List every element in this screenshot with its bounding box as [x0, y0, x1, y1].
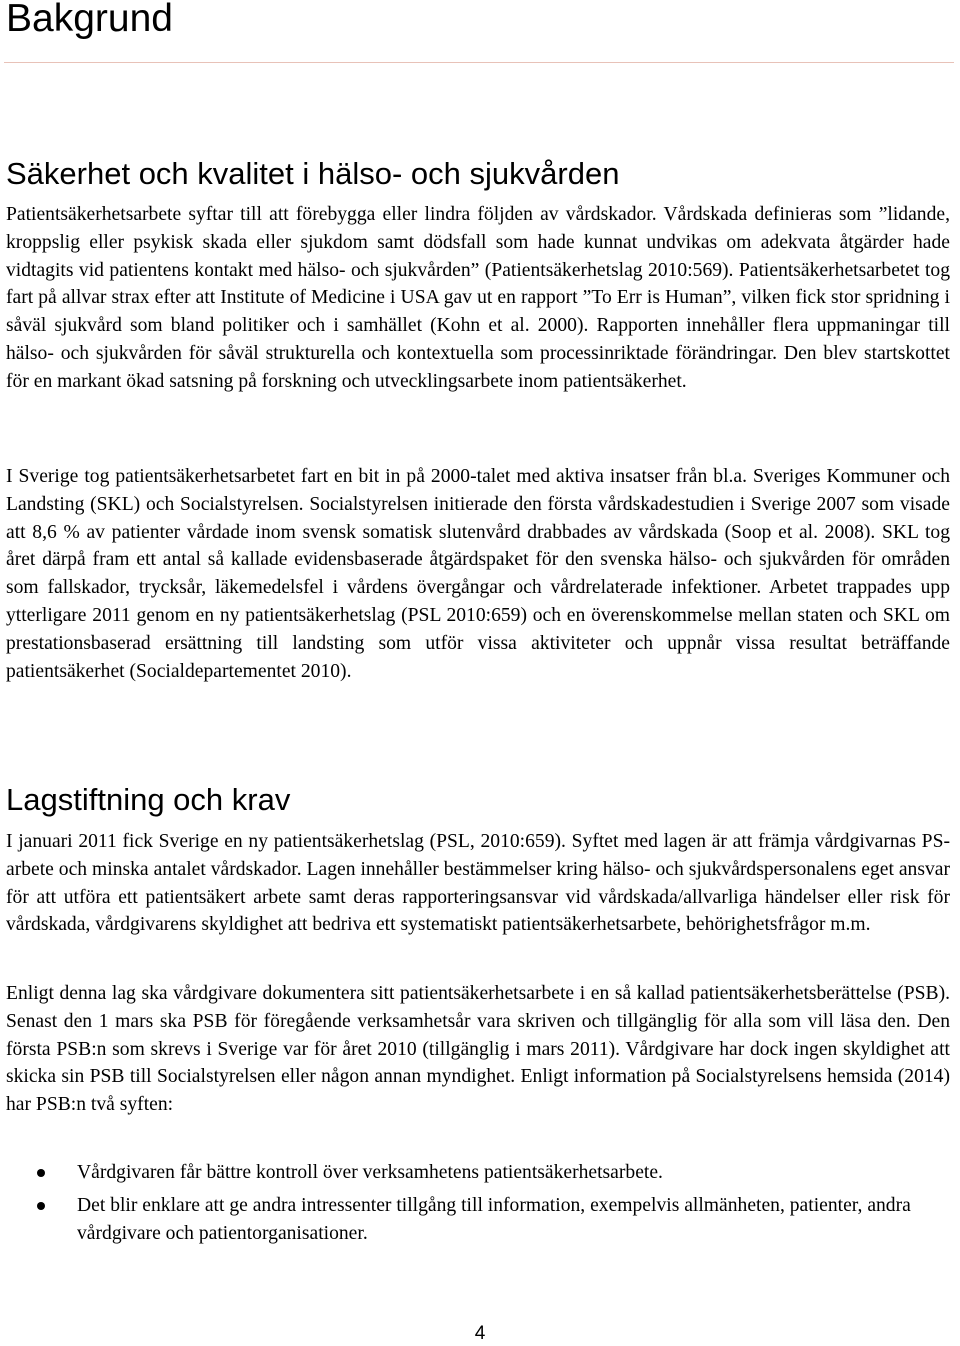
- title-divider: [4, 62, 954, 63]
- bullet-list: [0, 1159, 950, 1252]
- paragraph: Patientsäkerhetsarbete syftar till att förebygga eller lindra följden av vårdskador. Vårdskada definieras som ”lidande, kroppslig eller psykisk skada eller sjukdom samt dödsfall som hade kunnat undvikas om adekvata åtgärder hade vidtagits vid patientens kontakt med hälso- och sjukvården” (Patientsäkerhetslag 2010:569). Patientsäkerhetsarbetet tog fart på allvar strax efter att Institute of Medicine i USA gav ut en rapport ”To Err is Human”, vilken fick stor spridning i såväl sjukvård som bland politiker och i samhället (Kohn et al. 2000). Rapporten innehåller flera uppmaningar till hälso- och sjukvården för såväl strukturella och kontextuella som processinriktade förändringar. Den blev startskottet för en markant ökad satsning på forskning och utvecklingsarbete inom patientsäkerhet.: [6, 204, 950, 392]
- paragraph: Enligt denna lag ska vårdgivare dokumentera sitt patientsäkerhetsarbete i en så kallad patientsäkerhetsberättelse (PSB). Senast den 1 mars ska PSB för föregående verksamhetsår vara skriven och tillgänglig för alla som vill läsa den. Den första PSB:n som skrevs i Sverige var för året 2010 (tillgänglig i mars 2011). Vårdgivare har dock ingen skyldighet att skicka sin PSB till Socialstyrelsen eller någon annan myndighet. Enligt information på Socialstyrelsens hemsida (2014) har PSB:n två syften:: [6, 983, 950, 1116]
- list-item-text: Vårdgivaren får bättre kontroll över verksamhetens patientsäkerhetsarbete.: [77, 1162, 663, 1183]
- list-item-text: Det blir enklare att ge andra intressenter tillgång till information, exempelvis allmänheten, patienter, andra vårdgivare och patientorganisationer.: [77, 1194, 911, 1244]
- section-heading-safety: Säkerhet och kvalitet i hälso- och sjukvården: [6, 156, 620, 191]
- bullet-icon: [37, 1169, 45, 1177]
- page-title: Bakgrund: [6, 0, 173, 40]
- list-item: [0, 1192, 950, 1248]
- paragraph: I Sverige tog patientsäkerhetsarbetet fart en bit in på 2000-talet med aktiva insatser från bl.a. Sveriges Kommuner och Landsting (SKL) och Socialstyrelsen. Socialstyrelsen initierade den första vårdskadestudien i Sverige 2007 som visade att 8,6 % av patienter vårdade inom svensk somatisk slutenvård drabbades av vårdskada (Soop et al. 2008). SKL tog året därpå fram ett antal så kallade evidensbaserade åtgärdspaket för den svenska hälso- och sjukvården för områden som fallskador, trycksår, läkemedelsfel i vårdens övergångar och vårdrelaterade infektioner. Arbetet trappades upp ytterligare 2011 genom en ny patientsäkerhetslag (PSL 2010:659) och en överenskommelse mellan staten och SKL om prestationsbaserad ersättning till landsting som utför vissa aktiviteter och uppnår vissa resultat beträffande patientsäkerhet (Socialdepartementet 2010).: [6, 466, 950, 682]
- list-item: [0, 1159, 950, 1187]
- section-heading-legislation: Lagstiftning och krav: [6, 782, 291, 817]
- page-number: 4: [474, 1323, 486, 1344]
- bullet-icon: [37, 1202, 45, 1210]
- paragraph: I januari 2011 fick Sverige en ny patientsäkerhetslag (PSL, 2010:659). Syftet med lagen är att främja vårdgivarnas PS-arbete och minska antalet vårdskador. Lagen innehåller bestämmelser kring hälso- och sjukvårdspersonalens eget ansvar för att utföra ett patientsäkert arbete samt deras rapporteringsansvar vid vårdskada/allvarliga händelser eller risk för vårdskada, vårdgivarens skyldighet att bedriva ett systematiskt patientsäkerhetsarbete, behörighetsfrågor m.m.: [6, 831, 950, 936]
